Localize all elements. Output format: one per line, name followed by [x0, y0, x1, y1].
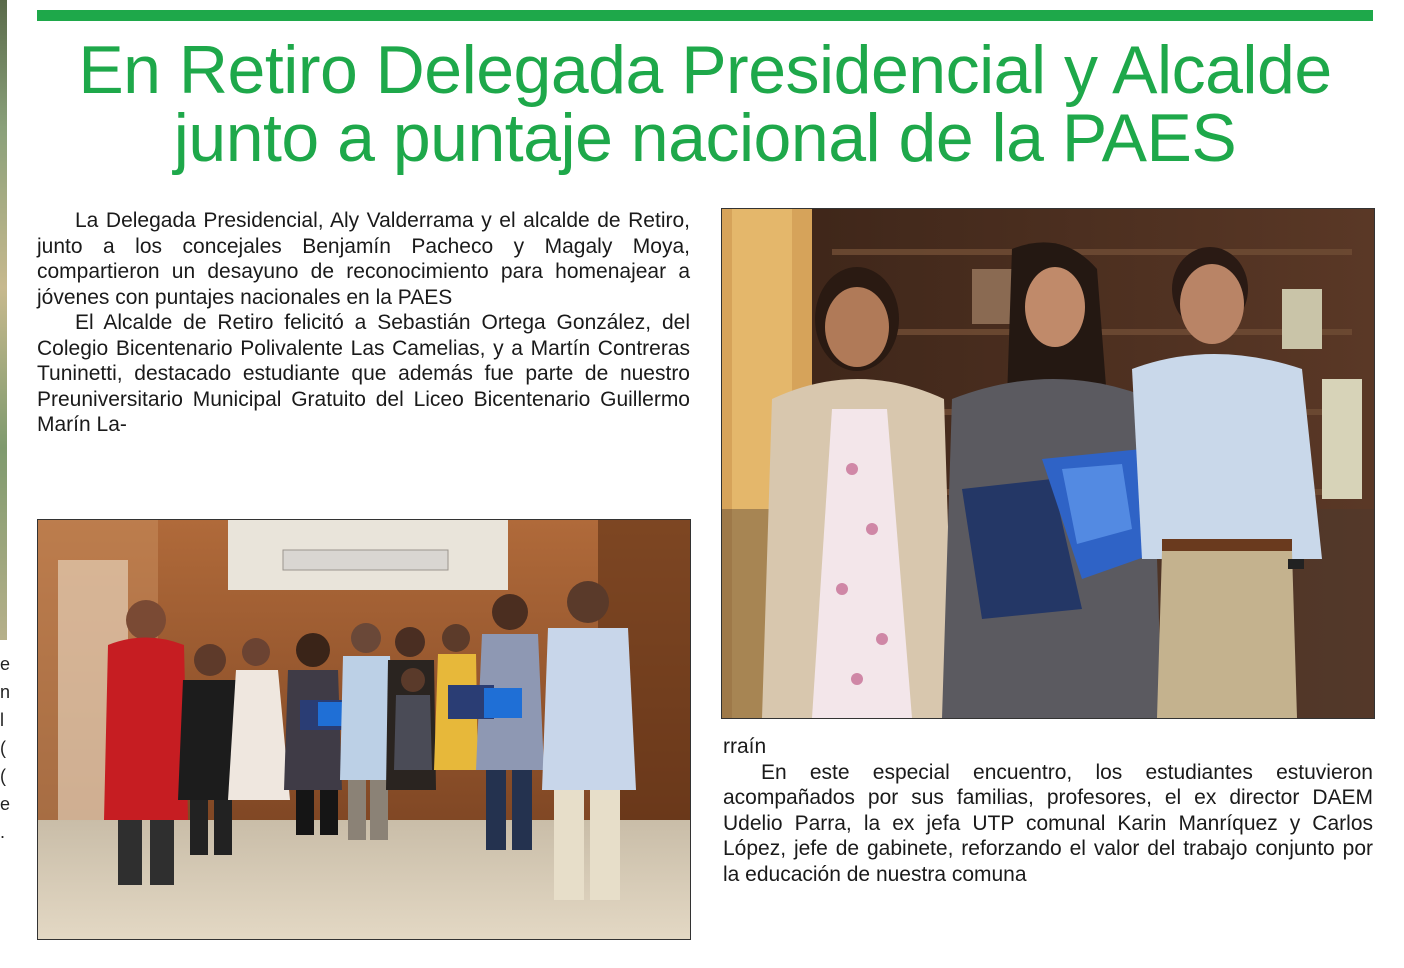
award-portrait-photo — [721, 208, 1375, 719]
headline-line-1: En Retiro Delegada Presidencial y Alcalde — [78, 32, 1332, 108]
paragraph-3: En este especial encuentro, los estudiantes estuvieron acompañados por sus familias, profesores, el ex director DAEM Udelio Parra, la ex jefa UTP comunal Karin Manríquez y Carlos López, jefe de gabinete, reforzando el valor del trabajo conjunto por la educación de nuestra comuna — [723, 760, 1373, 886]
right-column-text — [723, 734, 1373, 887]
paragraph-2: El Alcalde de Retiro felicitó a Sebastián Ortega González, del Colegio Bicentenario Polivalente Las Camelias, y a Martín Contreras Tuninetti, destacado estudiante que además fue parte de nuestro Preuniversitario Municipal Gratuito del Liceo Bicentenario Guillermo Marín La- — [37, 311, 690, 436]
paragraph-2-continuation: rraín — [723, 735, 767, 758]
left-column-text — [37, 208, 690, 438]
group-photo-illustration — [38, 520, 690, 939]
award-portrait-illustration — [722, 209, 1374, 718]
adjacent-page-photo-edge — [0, 0, 7, 640]
headline-line-2: junto a puntaje nacional de la PAES — [173, 100, 1237, 176]
adjacent-column-text-fragment: e n l ( ( e . — [0, 654, 11, 842]
paragraph-1: La Delegada Presidencial, Aly Valderrama y el alcalde de Retiro, junto a los concejales Benjamín Pacheco y Magaly Moya, compartieron un desayuno de reconocimiento para homenajear a jóvenes con puntajes nacionales en la PAES — [37, 209, 690, 309]
group-photo — [37, 519, 691, 940]
article-headline — [37, 32, 1373, 176]
green-header-rule — [37, 10, 1373, 21]
